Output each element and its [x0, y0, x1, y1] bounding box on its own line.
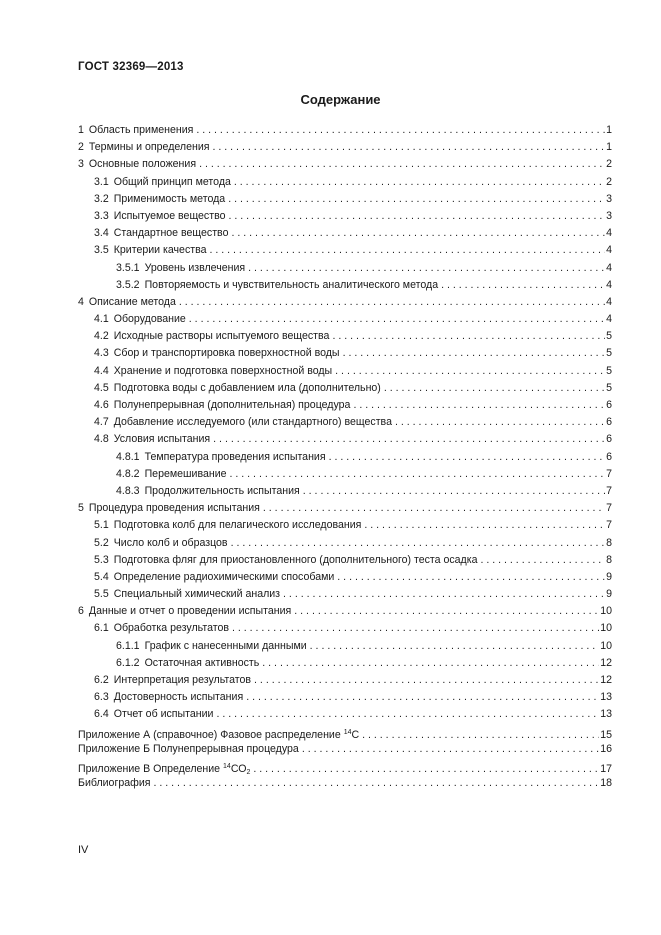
page-title: Содержание — [300, 92, 381, 107]
toc-entry-number: 6.4 — [94, 708, 109, 721]
toc-entry-page: 3 — [606, 192, 612, 205]
toc-entry-title: Описание метода — [88, 295, 176, 308]
chemical-symbol: С — [351, 728, 360, 741]
toc-entry-page: 7 — [606, 467, 612, 480]
toc-entry[interactable] — [78, 191, 612, 208]
toc-entry-number: 2 — [78, 141, 84, 154]
toc-entry[interactable] — [78, 139, 612, 156]
toc-leader-dots — [228, 191, 605, 208]
toc-entry[interactable] — [78, 174, 612, 191]
toc-entry-page: 6 — [606, 399, 612, 411]
toc-leader-dots — [230, 466, 606, 483]
table-of-contents — [78, 122, 612, 792]
toc-entry-page: 17 — [600, 762, 612, 775]
toc-entry-number: 3.5 — [94, 244, 109, 257]
toc-entry-page: 16 — [600, 742, 612, 755]
toc-leader-dots — [303, 483, 605, 500]
toc-entry-title: Уровень извлечения — [144, 261, 246, 274]
toc-entry-number: 6.1.2 — [116, 656, 140, 669]
toc-entry[interactable] — [78, 380, 612, 397]
toc-entry-page: 4 — [606, 227, 612, 240]
toc-entry[interactable] — [78, 431, 612, 448]
toc-entry-number: 3.4 — [94, 227, 109, 240]
toc-entry-title: Повторяемость и чувствительность аналитического метода — [144, 278, 439, 291]
toc-entry-page: 9 — [606, 588, 612, 601]
annex-title-text: Приложение В Определение — [78, 762, 224, 775]
toc-entry-title: Достоверность испытания — [113, 691, 244, 704]
toc-entry-title: Хранение и подготовка поверхностной воды — [113, 364, 333, 377]
toc-entry-page: 5 — [606, 364, 612, 377]
toc-entry[interactable] — [78, 569, 612, 586]
toc-entry[interactable] — [78, 620, 612, 637]
toc-entry-title: Термины и определения — [88, 141, 210, 154]
toc-entry-page: 9 — [606, 570, 612, 583]
toc-leader-dots — [199, 156, 605, 173]
toc-entry-number: 4.8.3 — [116, 484, 140, 497]
toc-entry-title: Оборудование — [113, 313, 186, 326]
toc-entry-page: 1 — [606, 141, 612, 154]
annex-title-text: Приложение Б Полунепрерывная процедура — [78, 742, 299, 755]
toc-entry[interactable] — [78, 466, 612, 483]
toc-leader-dots — [353, 397, 605, 414]
toc-entry-title: Применимость метода — [113, 192, 226, 205]
toc-entry-number: 4 — [78, 295, 84, 308]
toc-leader-dots — [263, 500, 605, 517]
toc-entry-page: 4 — [606, 295, 612, 308]
toc-annex-entry[interactable] — [78, 724, 612, 741]
toc-entry[interactable] — [78, 122, 612, 139]
page-number: IV — [78, 844, 89, 856]
toc-leader-dots — [246, 689, 599, 706]
toc-entry-number: 5.3 — [94, 553, 109, 566]
toc-entry-number: 4.5 — [94, 381, 109, 394]
toc-entry[interactable] — [78, 363, 612, 380]
toc-entry-title: Сбор и транспортировка поверхностной воды — [113, 347, 340, 360]
toc-entry-number: 1 — [78, 124, 84, 136]
toc-entry-page: 8 — [606, 553, 612, 566]
toc-entry-number: 5.4 — [94, 570, 109, 583]
toc-entry-number: 6.2 — [94, 674, 109, 686]
toc-leader-dots — [294, 603, 599, 620]
toc-leader-dots — [343, 345, 606, 362]
toc-entry[interactable] — [78, 156, 612, 173]
toc-entry-number: 6.3 — [94, 691, 109, 704]
toc-entry-title: Подготовка воды с добавлением ила (дополнительно) — [113, 381, 381, 394]
toc-entry-title: Обработка результатов — [113, 622, 229, 635]
toc-entry[interactable] — [78, 260, 612, 277]
toc-entry[interactable] — [78, 449, 612, 466]
chemical-subscript: 2 — [246, 768, 251, 776]
toc-entry-page: 6 — [606, 433, 612, 446]
toc-entry-number: 3.5.1 — [116, 261, 140, 274]
toc-entry[interactable] — [78, 638, 612, 655]
toc-entry-number: 4.7 — [94, 416, 109, 429]
toc-leader-dots — [213, 139, 606, 156]
toc-entry-page: 4 — [606, 313, 612, 326]
toc-entry-page: 12 — [600, 674, 612, 686]
toc-entry-number: 4.1 — [94, 313, 109, 326]
toc-entry[interactable] — [78, 311, 612, 328]
toc-leader-dots — [210, 242, 606, 259]
toc-entry-title: Данные и отчет о проведении испытания — [88, 605, 292, 618]
annex-title-text: Приложение А (справочное) Фазовое распределение — [78, 728, 344, 741]
toc-leader-dots — [196, 122, 605, 139]
toc-entry[interactable] — [78, 328, 612, 345]
toc-entry-page: 12 — [600, 656, 612, 669]
toc-entry-page: 18 — [600, 777, 612, 790]
toc-entry-page: 10 — [600, 622, 612, 635]
toc-entry-number: 4.4 — [94, 364, 109, 377]
toc-annex-title — [78, 741, 299, 758]
toc-entry[interactable] — [78, 552, 612, 569]
toc-entry-title: Область применения — [88, 124, 194, 136]
toc-entry-title: Испытуемое вещество — [113, 209, 226, 222]
toc-entry-title: Перемешивание — [144, 467, 227, 480]
toc-leader-dots — [310, 638, 600, 655]
toc-leader-dots — [302, 741, 599, 758]
toc-entry[interactable] — [78, 603, 612, 620]
toc-entry-page: 4 — [606, 278, 612, 291]
toc-entry-number: 5 — [78, 502, 84, 515]
toc-entry-title: Полунепрерывная (дополнительная) процедура — [113, 399, 351, 411]
toc-entry-number: 5.1 — [94, 519, 109, 532]
toc-entry-number: 6.1.1 — [116, 639, 140, 652]
toc-entry-number: 3 — [78, 158, 84, 171]
toc-annex-entry[interactable] — [78, 741, 612, 758]
toc-entry-number: 3.3 — [94, 209, 109, 222]
toc-leader-dots — [395, 414, 605, 431]
toc-leader-dots — [262, 655, 599, 672]
toc-leader-dots — [283, 586, 605, 603]
toc-entry-page: 2 — [606, 175, 612, 188]
toc-entry-number: 4.8.2 — [116, 467, 140, 480]
toc-entry-page: 6 — [606, 416, 612, 429]
toc-leader-dots — [332, 328, 605, 345]
toc-entry-title: Интерпретация результатов — [113, 674, 252, 686]
toc-leader-dots — [329, 449, 606, 466]
toc-entry-number: 3.2 — [94, 192, 109, 205]
toc-entry-title: График с нанесенными данными — [144, 639, 307, 652]
toc-entry-page: 13 — [600, 691, 612, 704]
toc-leader-dots — [364, 517, 605, 534]
annex-title-text: Библиография — [78, 777, 151, 790]
toc-entry[interactable] — [78, 517, 612, 534]
toc-entry-page: 10 — [600, 605, 612, 618]
toc-entry-title: Условия испытания — [113, 433, 211, 446]
toc-entry[interactable] — [78, 225, 612, 242]
toc-leader-dots — [229, 208, 606, 225]
toc-leader-dots — [231, 225, 605, 242]
toc-entry-title: Отчет об испытании — [113, 708, 214, 721]
toc-annex-title — [78, 775, 150, 792]
toc-entry-page: 7 — [606, 519, 612, 532]
toc-entry[interactable] — [78, 242, 612, 259]
toc-entry-number: 5.5 — [94, 588, 109, 601]
toc-leader-dots — [480, 552, 605, 569]
toc-entry-number: 4.6 — [94, 399, 109, 411]
toc-entry-number: 4.2 — [94, 330, 109, 343]
toc-entry[interactable] — [78, 535, 612, 552]
toc-leader-dots — [232, 620, 599, 637]
isotope-superscript: 14 — [343, 728, 352, 736]
toc-entry[interactable] — [78, 586, 612, 603]
toc-entry-number: 3.1 — [94, 175, 109, 188]
toc-entry-page: 5 — [606, 347, 612, 360]
toc-entry-page: 1 — [606, 124, 612, 136]
standard-designation: ГОСТ 32369—2013 — [78, 61, 184, 73]
toc-leader-dots — [384, 380, 605, 397]
toc-entry-page: 5 — [606, 381, 612, 394]
toc-entry-title: Добавление исследуемого (или стандартного) вещества — [113, 416, 392, 429]
toc-entry-title: Исходные растворы испытуемого вещества — [113, 330, 330, 343]
toc-leader-dots — [337, 569, 605, 586]
toc-entry-page: 7 — [606, 484, 612, 497]
toc-entry-page: 3 — [606, 209, 612, 222]
toc-entry-title: Критерии качества — [113, 244, 207, 257]
toc-leader-dots — [216, 706, 599, 723]
toc-entry[interactable] — [78, 689, 612, 706]
toc-entry-title: Остаточная активность — [144, 656, 260, 669]
toc-leader-dots — [213, 431, 605, 448]
toc-entry-title: Подготовка колб для пелагического исследования — [113, 519, 362, 532]
toc-entry-number: 4.8.1 — [116, 450, 140, 463]
toc-entry-number: 4.8 — [94, 433, 109, 446]
toc-leader-dots — [248, 260, 605, 277]
toc-entry[interactable] — [78, 294, 612, 311]
toc-entry-page: 7 — [606, 502, 612, 515]
toc-entry[interactable] — [78, 672, 612, 689]
toc-entry-page: 5 — [606, 330, 612, 343]
toc-entry-title: Стандартное вещество — [113, 227, 229, 240]
toc-entry-title: Температура проведения испытания — [144, 450, 326, 463]
toc-entry[interactable] — [78, 655, 612, 672]
toc-entry[interactable] — [78, 397, 612, 414]
toc-entry-page: 8 — [606, 536, 612, 549]
toc-entry[interactable] — [78, 208, 612, 225]
toc-leader-dots — [335, 363, 605, 380]
toc-entry-title: Определение радиохимическими способами — [113, 570, 335, 583]
toc-entry[interactable] — [78, 277, 612, 294]
toc-entry-page: 4 — [606, 261, 612, 274]
toc-annex-entry[interactable] — [78, 758, 612, 775]
chemical-symbol: СО — [230, 762, 247, 775]
toc-entry-number: 6.1 — [94, 622, 109, 635]
toc-entry-number: 3.5.2 — [116, 278, 140, 291]
toc-entry-title: Специальный химический анализ — [113, 588, 281, 601]
toc-leader-dots — [254, 672, 599, 689]
toc-entry-page: 13 — [600, 708, 612, 721]
toc-entry-page: 6 — [606, 450, 612, 463]
toc-entry-title: Подготовка фляг для приостановленного (дополнительного) теста осадка — [113, 553, 478, 566]
toc-annex-entry[interactable] — [78, 775, 612, 792]
toc-entry-page: 10 — [600, 639, 612, 652]
toc-entry-title: Число колб и образцов — [113, 536, 228, 549]
toc-entry-number: 5.2 — [94, 536, 109, 549]
toc-entry[interactable] — [78, 414, 612, 431]
toc-entry-title: Процедура проведения испытания — [88, 502, 260, 515]
toc-leader-dots — [189, 311, 605, 328]
toc-entry-title: Продолжительность испытания — [144, 484, 300, 497]
toc-entry-page: 4 — [606, 244, 612, 257]
toc-entry[interactable] — [78, 500, 612, 517]
toc-entry-title: Общий принцип метода — [113, 175, 231, 188]
toc-leader-dots — [231, 535, 606, 552]
toc-leader-dots — [441, 277, 605, 294]
toc-entry-page: 15 — [600, 728, 612, 741]
isotope-superscript: 14 — [223, 762, 231, 770]
toc-leader-dots — [153, 775, 599, 792]
toc-leader-dots — [179, 294, 605, 311]
toc-entry[interactable] — [78, 483, 612, 500]
toc-entry[interactable] — [78, 345, 612, 362]
toc-entry-page: 2 — [606, 158, 612, 171]
toc-entry-number: 6 — [78, 605, 84, 618]
toc-entry[interactable] — [78, 706, 612, 723]
toc-entry-number: 4.3 — [94, 347, 109, 360]
toc-entry-title: Основные положения — [88, 158, 197, 171]
toc-leader-dots — [234, 174, 605, 191]
